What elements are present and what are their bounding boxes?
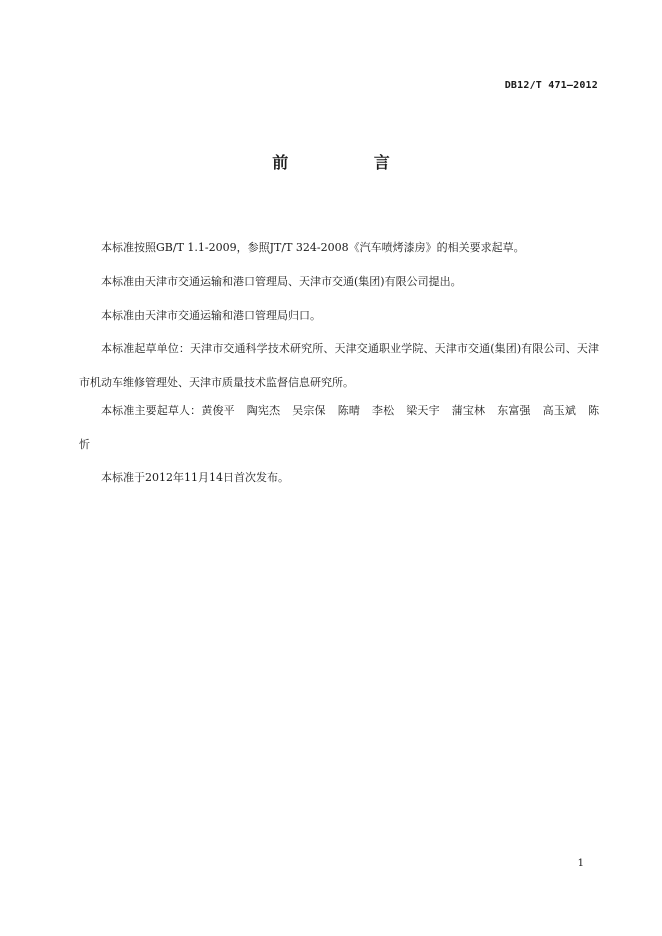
paragraph-drafting-units: 本标准起草单位：天津市交通科学技术研究所、天津交通职业学院、天津市交通(集团)有限公司、天津市机动车维修管理处、天津市质量技术监督信息研究所。 bbox=[79, 342, 599, 389]
drafter-name: 东富强 bbox=[497, 404, 531, 417]
paragraph-drafting-basis: 本标准按照GB/T 1.1-2009，参照JT/T 324-2008《汽车喷烤漆房》的相关要求起草。 bbox=[101, 241, 525, 254]
foreword-body bbox=[79, 236, 599, 500]
drafter-name: 吴宗保 bbox=[292, 404, 326, 417]
document-code: DB12/T 471—2012 bbox=[504, 80, 598, 91]
drafter-name: 高玉斌 bbox=[542, 404, 577, 417]
paragraph-drafters bbox=[79, 394, 599, 462]
drafter-name: 梁天宇 bbox=[406, 404, 440, 417]
page-title: 前 言 bbox=[272, 153, 430, 172]
drafter-name: 李松 bbox=[371, 404, 395, 417]
drafter-name: 陶宪杰 bbox=[246, 404, 281, 417]
paragraph-administrator: 本标准由天津市交通运输和港口管理局归口。 bbox=[101, 309, 321, 322]
page-number: 1 bbox=[577, 858, 584, 869]
drafter-name: 黄俊平 bbox=[201, 404, 235, 417]
drafter-name: 陈晴 bbox=[337, 404, 360, 417]
drafters-label: 本标准主要起草人： bbox=[101, 404, 202, 417]
drafter-name: 蒲宝林 bbox=[451, 404, 486, 417]
drafter-name: 陈忻 bbox=[79, 404, 600, 451]
paragraph-proposer: 本标准由天津市交通运输和港口管理局、天津市交通(集团)有限公司提出。 bbox=[101, 275, 462, 288]
paragraph-release-date: 本标准于2012年11月14日首次发布。 bbox=[101, 471, 289, 484]
